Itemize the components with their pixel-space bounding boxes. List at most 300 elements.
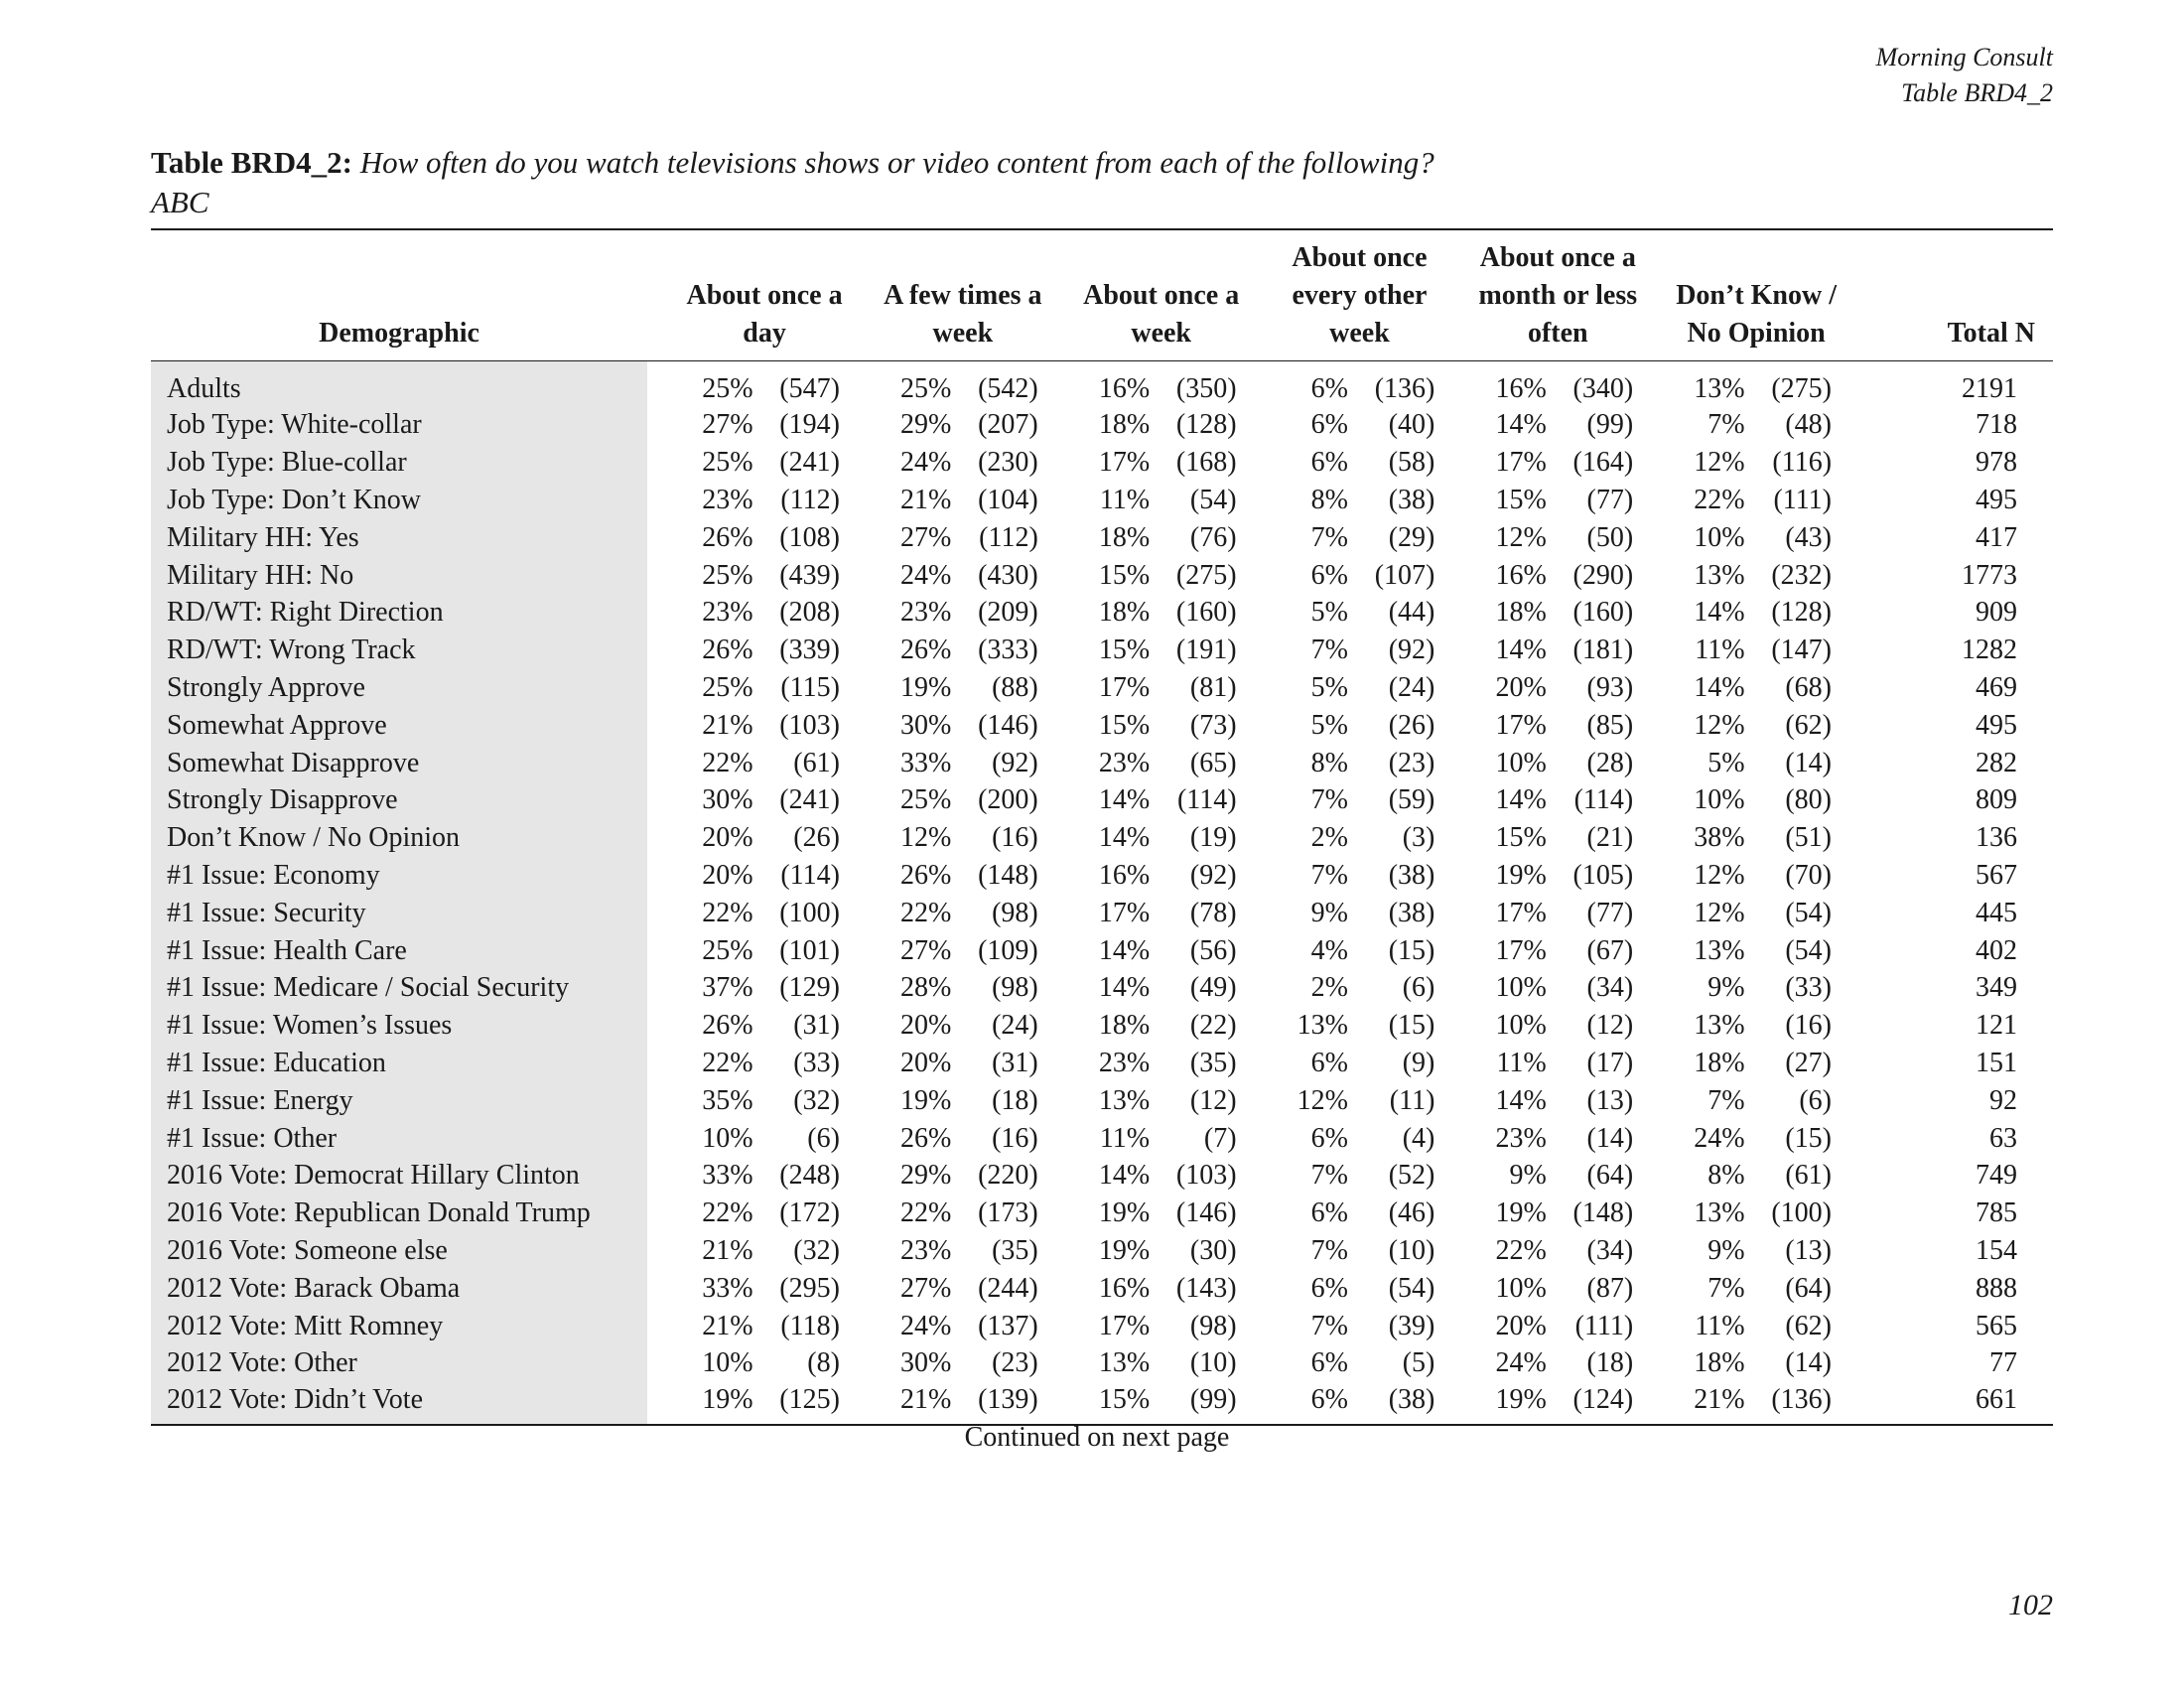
count-cell: (4) [1402, 1122, 1435, 1154]
demographic-label: 2016 Vote: Republican Donald Trump [151, 1195, 647, 1232]
percent-cell: 17% [1098, 897, 1151, 928]
count-cell: (76) [1189, 521, 1237, 553]
percent-cell: 13% [1694, 559, 1745, 591]
demographic-label: 2012 Vote: Mitt Romney [151, 1308, 647, 1345]
table-question: How often do you watch televisions shows or video content from each of the following? [359, 145, 1434, 180]
count-cell: (15) [1785, 1122, 1833, 1154]
demographic-label: #1 Issue: Women’s Issues [151, 1007, 647, 1045]
count-cell: (241) [779, 447, 840, 479]
count-cell: (136) [1749, 1382, 1855, 1425]
count-cell: (146) [978, 709, 1038, 741]
percent-cell: 7% [1707, 1084, 1745, 1116]
count-cell: (61) [793, 747, 840, 778]
count-cell: (77) [1586, 897, 1634, 928]
spacer-cell [647, 482, 665, 519]
percent-cell: 27% [900, 934, 952, 966]
count-cell: (56) [1189, 934, 1237, 966]
count-cell: (104) [978, 484, 1038, 515]
count-cell: (7) [1203, 1122, 1237, 1154]
percent-cell: 22% [702, 897, 753, 928]
count-cell: (14) [1586, 1122, 1634, 1154]
percent-cell: 15% [1495, 484, 1547, 515]
percent-cell: 30% [702, 784, 753, 816]
table-title [151, 143, 1434, 222]
count-cell: (93) [1586, 671, 1634, 703]
percent-cell: 27% [702, 409, 753, 441]
percent-cell: 30% [900, 1347, 952, 1379]
count-cell: (49) [1189, 972, 1237, 1004]
percent-cell: 14% [1495, 634, 1547, 666]
count-cell: (30) [1189, 1234, 1237, 1266]
count-cell: (103) [779, 709, 840, 741]
table-id: Table BRD4_2 [1901, 78, 2053, 107]
total-n-cell: 469 [1976, 671, 2017, 703]
percent-cell: 9% [1707, 972, 1745, 1004]
spacer-cell [647, 1308, 665, 1345]
count-cell: (43) [1785, 521, 1833, 553]
spacer-cell [647, 1045, 665, 1082]
percent-cell: 21% [900, 484, 952, 515]
count-cell: (5) [1402, 1347, 1435, 1379]
total-n-cell: 785 [1976, 1197, 2017, 1229]
total-n-cell: 749 [1976, 1160, 2017, 1192]
percent-cell: 18% [1495, 597, 1547, 629]
count-cell: (31) [992, 1047, 1038, 1078]
total-n-cell: 121 [1976, 1010, 2017, 1042]
percent-cell: 33% [900, 747, 952, 778]
spacer-cell [647, 895, 665, 932]
demographic-label: 2016 Vote: Someone else [151, 1232, 647, 1270]
count-cell: (18) [992, 1084, 1038, 1116]
percent-cell: 29% [900, 1160, 952, 1192]
percent-cell: 23% [702, 484, 753, 515]
percent-cell: 10% [1694, 784, 1745, 816]
total-n-cell: 2191 [1962, 372, 2017, 404]
table-row [151, 745, 2053, 782]
count-cell: (112) [780, 484, 840, 515]
count-cell: (12) [1189, 1084, 1237, 1116]
demographic-label: Somewhat Disapprove [151, 745, 647, 782]
percent-cell: 6% [1310, 1197, 1348, 1229]
demographic-label: Strongly Approve [151, 669, 647, 707]
total-n-cell: 92 [1989, 1084, 2017, 1116]
count-cell: (24) [992, 1010, 1038, 1042]
count-cell: (92) [1388, 634, 1435, 666]
count-cell: (38) [1388, 859, 1435, 891]
count-cell: (16) [992, 822, 1038, 854]
count-cell: (8) [807, 1347, 840, 1379]
table-row [151, 1195, 2053, 1232]
percent-cell: 25% [702, 447, 753, 479]
percent-cell: 11% [1099, 484, 1151, 515]
count-cell: (542) [978, 372, 1038, 404]
spacer-cell [647, 1270, 665, 1308]
count-cell: (333) [978, 634, 1038, 666]
count-cell: (98) [992, 897, 1038, 928]
count-cell: (22) [1189, 1010, 1237, 1042]
demographic-label: Job Type: Don’t Know [151, 482, 647, 519]
spacer-cell [647, 932, 665, 970]
demographic-label: #1 Issue: Education [151, 1045, 647, 1082]
count-cell: (339) [779, 634, 840, 666]
spacer-cell [647, 1232, 665, 1270]
col-header-few-times-week: A few times a week [864, 229, 1062, 360]
percent-cell: 6% [1310, 1122, 1348, 1154]
table-row [151, 1007, 2053, 1045]
count-cell: (148) [1572, 1197, 1634, 1229]
count-cell: (54) [1785, 934, 1833, 966]
percent-cell: 16% [1098, 372, 1151, 404]
percent-cell: 13% [1694, 1197, 1745, 1229]
spacer-cell [647, 669, 665, 707]
count-cell: (26) [793, 822, 840, 854]
count-cell: (44) [1388, 597, 1435, 629]
percent-cell: 14% [1098, 972, 1151, 1004]
table-row [151, 1382, 2053, 1425]
table-row [151, 1082, 2053, 1120]
count-cell: (52) [1388, 1160, 1435, 1192]
count-cell: (350) [1175, 372, 1237, 404]
percent-cell: 15% [1098, 559, 1151, 591]
count-cell: (98) [992, 972, 1038, 1004]
percent-cell: 18% [1098, 409, 1151, 441]
percent-cell: 23% [900, 1234, 952, 1266]
count-cell: (244) [978, 1272, 1038, 1304]
count-cell: (439) [779, 559, 840, 591]
total-n-cell: 661 [1855, 1382, 2053, 1425]
count-cell: (61) [1785, 1160, 1833, 1192]
percent-cell: 6% [1310, 372, 1348, 404]
col-header-total-n: Total N [1855, 229, 2053, 360]
col-header-dont-know: Don’t Know / No Opinion [1657, 229, 1855, 360]
spacer-cell [647, 407, 665, 445]
count-cell: (23) [992, 1347, 1038, 1379]
count-cell: (164) [1572, 447, 1634, 479]
count-cell: (80) [1785, 784, 1833, 816]
count-cell: (67) [1586, 934, 1634, 966]
table-row [151, 407, 2053, 445]
count-cell: (14) [1785, 747, 1833, 778]
total-n-cell: 718 [1976, 409, 2017, 441]
percent-cell: 18% [1694, 1347, 1745, 1379]
count-cell: (15) [1388, 1010, 1435, 1042]
spacer-cell [647, 969, 665, 1007]
percent-cell: 16% [1495, 559, 1547, 591]
percent-cell: 33% [702, 1272, 753, 1304]
percent-cell: 14% [1495, 1084, 1547, 1116]
percent-cell: 19% [900, 671, 952, 703]
count-cell: (241) [779, 784, 840, 816]
percent-cell: 10% [1495, 747, 1547, 778]
percent-cell: 12% [1694, 447, 1745, 479]
percent-cell: 14% [1098, 934, 1151, 966]
demographic-label: #1 Issue: Security [151, 895, 647, 932]
spacer-cell [647, 707, 665, 745]
table-title-label: Table BRD4_2: [151, 145, 352, 180]
page-header [1876, 40, 2053, 111]
page-number: 102 [2008, 1589, 2053, 1621]
count-cell: (191) [1175, 634, 1237, 666]
percent-cell: 14% [1098, 1160, 1151, 1192]
percent-cell: 12% [1297, 1084, 1348, 1116]
percent-cell: 11% [1695, 1310, 1745, 1341]
table-row [151, 781, 2053, 819]
table-row [151, 360, 2053, 407]
percent-cell: 2% [1310, 972, 1348, 1004]
percent-cell: 11% [1099, 1122, 1151, 1154]
percent-cell: 8% [1310, 484, 1348, 515]
count-cell: (181) [1572, 634, 1634, 666]
count-cell: (27) [1785, 1047, 1833, 1078]
count-cell: (28) [1586, 747, 1634, 778]
table-row [151, 482, 2053, 519]
count-cell: (107) [1374, 559, 1435, 591]
count-cell: (54) [1189, 484, 1237, 515]
count-cell: (92) [992, 747, 1038, 778]
percent-cell: 11% [1695, 634, 1745, 666]
percent-cell: 6% [1310, 409, 1348, 441]
demographic-label: Military HH: No [151, 557, 647, 595]
count-cell: (15) [1388, 934, 1435, 966]
demographic-label: #1 Issue: Economy [151, 857, 647, 895]
percent-cell: 14% [1098, 822, 1151, 854]
count-cell: (10) [1189, 1347, 1237, 1379]
spacer-cell [647, 1007, 665, 1045]
percent-cell: 10% [702, 1122, 753, 1154]
percent-cell: 25% [900, 784, 952, 816]
count-cell: (38) [1352, 1382, 1458, 1425]
count-cell: (39) [1388, 1310, 1435, 1341]
percent-cell: 13% [1694, 1010, 1745, 1042]
count-cell: (137) [978, 1310, 1038, 1341]
percent-cell: 7% [1310, 1310, 1348, 1341]
percent-cell: 7% [1310, 859, 1348, 891]
count-cell: (230) [978, 447, 1038, 479]
percent-cell: 12% [900, 822, 952, 854]
spacer-cell [647, 519, 665, 557]
demographic-label: #1 Issue: Other [151, 1120, 647, 1158]
percent-cell: 22% [702, 1047, 753, 1078]
percent-cell: 20% [702, 859, 753, 891]
percent-cell: 16% [1495, 372, 1547, 404]
count-cell: (114) [1176, 784, 1237, 816]
percent-cell: 17% [1098, 671, 1151, 703]
count-cell: (99) [1586, 409, 1634, 441]
percent-cell: 27% [900, 521, 952, 553]
count-cell: (114) [1573, 784, 1634, 816]
table-row [151, 1157, 2053, 1195]
count-cell: (59) [1388, 784, 1435, 816]
count-cell: (430) [978, 559, 1038, 591]
percent-cell: 13% [1098, 1347, 1151, 1379]
count-cell: (48) [1785, 409, 1833, 441]
percent-cell: 15% [1495, 822, 1547, 854]
percent-cell: 14% [1495, 784, 1547, 816]
percent-cell: 18% [1098, 521, 1151, 553]
percent-cell: 17% [1098, 447, 1151, 479]
spacer-cell [647, 360, 665, 407]
percent-cell: 15% [1062, 1382, 1154, 1425]
count-cell: (6) [1402, 972, 1435, 1004]
count-cell: (111) [1574, 1310, 1634, 1341]
table-row [151, 444, 2053, 482]
count-cell: (13) [1785, 1234, 1833, 1266]
count-cell: (38) [1388, 897, 1435, 928]
percent-cell: 37% [702, 972, 753, 1004]
percent-cell: 14% [1495, 409, 1547, 441]
count-cell: (139) [955, 1382, 1061, 1425]
count-cell: (124) [1551, 1382, 1657, 1425]
percent-cell: 25% [900, 372, 952, 404]
count-cell: (209) [978, 597, 1038, 629]
count-cell: (125) [757, 1382, 864, 1425]
count-cell: (290) [1572, 559, 1634, 591]
count-cell: (18) [1586, 1347, 1634, 1379]
percent-cell: 16% [1098, 1272, 1151, 1304]
percent-cell: 25% [702, 559, 753, 591]
percent-cell: 38% [1694, 822, 1745, 854]
table-row [151, 669, 2053, 707]
count-cell: (101) [779, 934, 840, 966]
spacer-cell [647, 557, 665, 595]
count-cell: (70) [1785, 859, 1833, 891]
count-cell: (33) [793, 1047, 840, 1078]
table-row [151, 632, 2053, 669]
percent-cell: 12% [1495, 521, 1547, 553]
count-cell: (29) [1388, 521, 1435, 553]
spacer-cell [647, 1344, 665, 1382]
count-cell: (172) [779, 1197, 840, 1229]
percent-cell: 10% [1694, 521, 1745, 553]
percent-cell: 6% [1310, 1272, 1348, 1304]
count-cell: (111) [1773, 484, 1833, 515]
demographic-label: Don’t Know / No Opinion [151, 819, 647, 857]
spacer-cell [647, 1157, 665, 1195]
percent-cell: 9% [1310, 897, 1348, 928]
percent-cell: 12% [1694, 897, 1745, 928]
count-cell: (12) [1586, 1010, 1634, 1042]
demographic-label: #1 Issue: Health Care [151, 932, 647, 970]
percent-cell: 35% [702, 1084, 753, 1116]
demographic-label: 2016 Vote: Democrat Hillary Clinton [151, 1157, 647, 1195]
spacer-cell [647, 857, 665, 895]
total-n-cell: 888 [1976, 1272, 2017, 1304]
total-n-cell: 77 [1989, 1347, 2017, 1379]
table-row [151, 932, 2053, 970]
count-cell: (100) [1771, 1197, 1833, 1229]
percent-cell: 19% [665, 1382, 756, 1425]
count-cell: (220) [978, 1160, 1038, 1192]
count-cell: (50) [1586, 521, 1634, 553]
table-subtitle: ABC [151, 185, 209, 219]
count-cell: (6) [1799, 1084, 1833, 1116]
percent-cell: 27% [900, 1272, 952, 1304]
percent-cell: 14% [1098, 784, 1151, 816]
percent-cell: 19% [1495, 859, 1547, 891]
count-cell: (34) [1586, 972, 1634, 1004]
count-cell: (13) [1586, 1084, 1634, 1116]
percent-cell: 20% [900, 1010, 952, 1042]
total-n-cell: 63 [1989, 1122, 2017, 1154]
count-cell: (64) [1785, 1272, 1833, 1304]
count-cell: (146) [1175, 1197, 1237, 1229]
percent-cell: 23% [1098, 1047, 1151, 1078]
count-cell: (275) [1771, 372, 1833, 404]
count-cell: (116) [1772, 447, 1833, 479]
percent-cell: 5% [1310, 671, 1348, 703]
percent-cell: 20% [1495, 1310, 1547, 1341]
percent-cell: 4% [1310, 934, 1348, 966]
percent-cell: 26% [702, 1010, 753, 1042]
count-cell: (6) [807, 1122, 840, 1154]
demographic-label: RD/WT: Wrong Track [151, 632, 647, 669]
table-row [151, 519, 2053, 557]
percent-cell: 16% [1098, 859, 1151, 891]
crosstab-table [151, 228, 2053, 1426]
percent-cell: 14% [1694, 671, 1745, 703]
table-row [151, 895, 2053, 932]
count-cell: (9) [1402, 1047, 1435, 1078]
count-cell: (340) [1572, 372, 1634, 404]
count-cell: (77) [1586, 484, 1634, 515]
count-cell: (109) [978, 934, 1038, 966]
percent-cell: 7% [1310, 634, 1348, 666]
count-cell: (10) [1388, 1234, 1435, 1266]
total-n-cell: 567 [1976, 859, 2017, 891]
demographic-label: 2012 Vote: Didn’t Vote [151, 1382, 647, 1425]
count-cell: (147) [1771, 634, 1833, 666]
percent-cell: 22% [702, 1197, 753, 1229]
total-n-cell: 349 [1976, 972, 2017, 1004]
percent-cell: 25% [702, 934, 753, 966]
count-cell: (248) [779, 1160, 840, 1192]
percent-cell: 10% [1495, 1010, 1547, 1042]
percent-cell: 7% [1310, 784, 1348, 816]
spacer-cell [647, 781, 665, 819]
total-n-cell: 1282 [1962, 634, 2017, 666]
demographic-label: Somewhat Approve [151, 707, 647, 745]
count-cell: (3) [1402, 822, 1435, 854]
percent-cell: 17% [1495, 934, 1547, 966]
col-header-demographic: Demographic [151, 229, 647, 360]
percent-cell: 29% [900, 409, 952, 441]
spacer-cell [647, 1082, 665, 1120]
count-cell: (35) [992, 1234, 1038, 1266]
count-cell: (32) [793, 1084, 840, 1116]
col-header-every-other-week: About once every other week [1261, 229, 1459, 360]
percent-cell: 13% [1694, 372, 1745, 404]
count-cell: (105) [1572, 859, 1634, 891]
total-n-cell: 809 [1976, 784, 2017, 816]
count-cell: (103) [1175, 1160, 1237, 1192]
count-cell: (100) [779, 897, 840, 928]
demographic-label: Military HH: Yes [151, 519, 647, 557]
count-cell: (58) [1388, 447, 1435, 479]
count-cell: (33) [1785, 972, 1833, 1004]
percent-cell: 26% [900, 859, 952, 891]
percent-cell: 12% [1694, 709, 1745, 741]
percent-cell: 15% [1098, 634, 1151, 666]
count-cell: (35) [1189, 1047, 1237, 1078]
demographic-label: 2012 Vote: Other [151, 1344, 647, 1382]
percent-cell: 24% [1495, 1347, 1547, 1379]
col-header-once-a-week: About once a week [1062, 229, 1261, 360]
percent-cell: 8% [1310, 747, 1348, 778]
percent-cell: 8% [1707, 1160, 1745, 1192]
percent-cell: 7% [1707, 1272, 1745, 1304]
percent-cell: 11% [1496, 1047, 1547, 1078]
count-cell: (547) [779, 372, 840, 404]
